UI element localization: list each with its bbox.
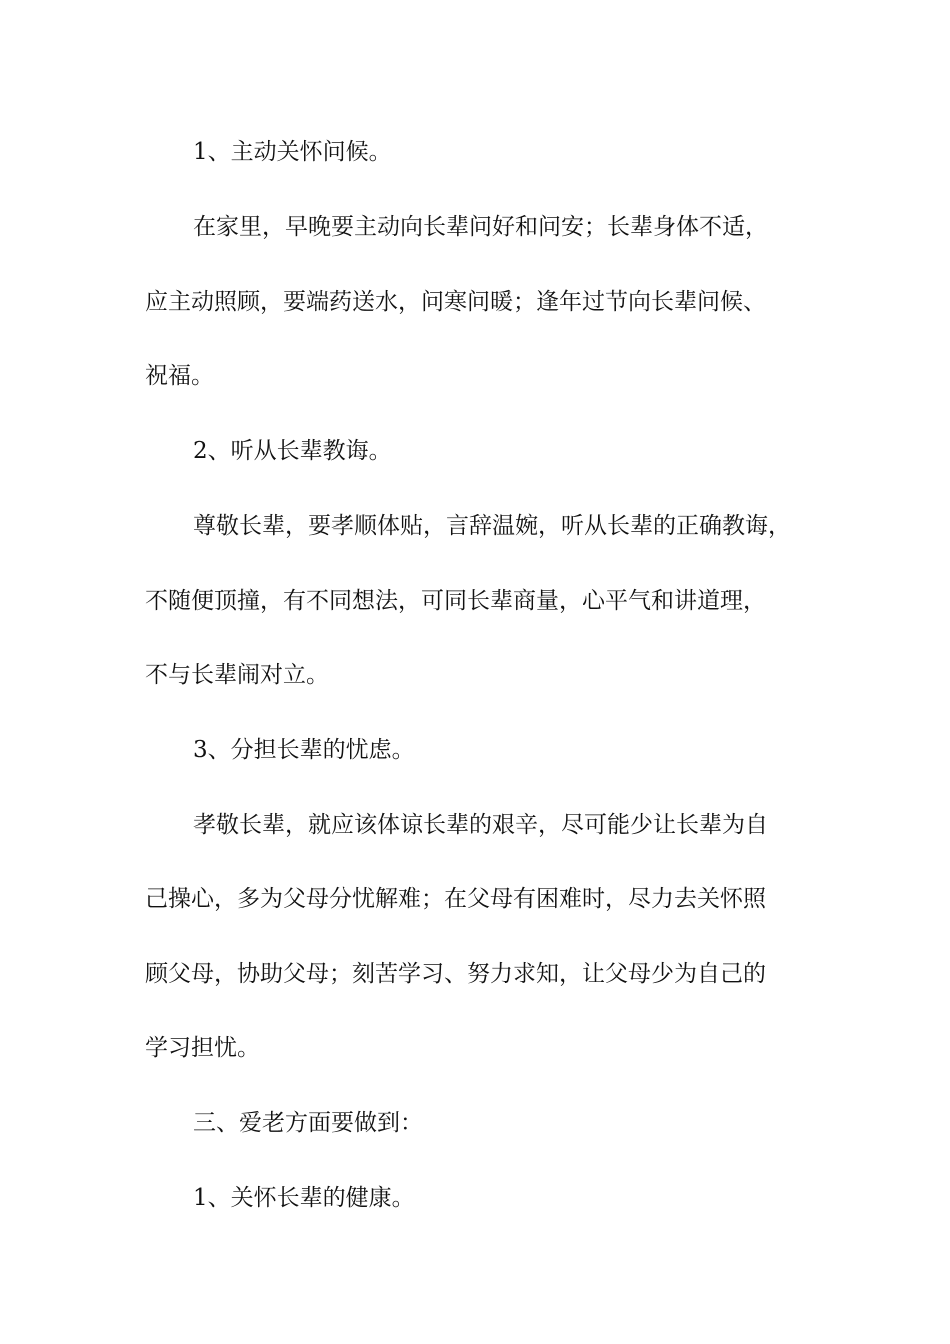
paragraph-line: 应主动照顾，要端药送水，问寒问暖；逢年过节向长辈问候、: [145, 289, 766, 315]
paragraph-line: 孝敬长辈，就应该体谅长辈的艰辛，尽可能少让长辈为自: [193, 812, 768, 838]
paragraph-line: 不随便顶撞，有不同想法，可同长辈商量，心平气和讲道理，: [145, 588, 766, 614]
paragraph-line: 在家里，早晚要主动向长辈问好和问安；长辈身体不适，: [193, 214, 768, 240]
section-heading: 1、主动关怀问候。: [193, 139, 392, 165]
paragraph-line: 顾父母，协助父母；刻苦学习、努力求知，让父母少为自己的: [145, 961, 766, 987]
paragraph-line: 学习担忧。: [145, 1035, 260, 1061]
section-heading: 1、关怀长辈的健康。: [193, 1185, 415, 1211]
paragraph-line: 己操心，多为父母分忧解难；在父母有困难时，尽力去关怀照: [145, 886, 766, 912]
paragraph-line: 尊敬长辈，要孝顺体贴，言辞温婉，听从长辈的正确教诲，: [193, 513, 791, 539]
part-heading: 三、爱老方面要做到：: [193, 1110, 423, 1136]
paragraph-line: 祝福。: [145, 363, 214, 389]
section-heading: 3、分担长辈的忧虑。: [193, 737, 415, 763]
paragraph-line: 不与长辈闹对立。: [145, 662, 329, 688]
section-heading: 2、听从长辈教诲。: [193, 438, 392, 464]
